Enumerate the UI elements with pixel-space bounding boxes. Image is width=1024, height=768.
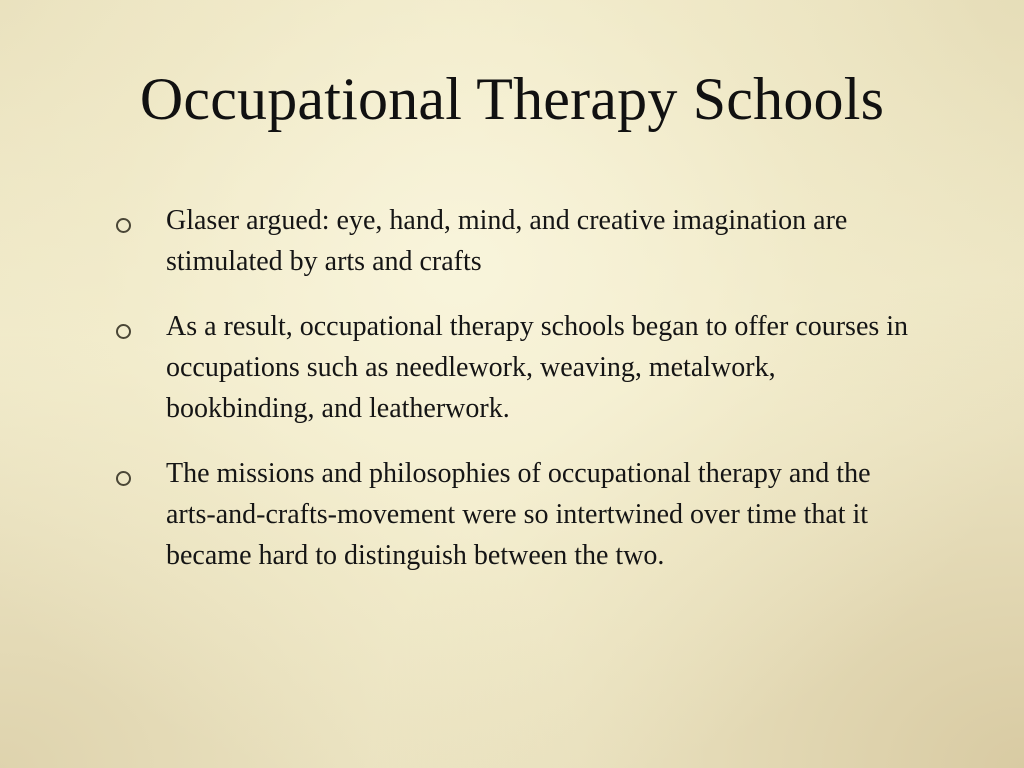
bullet-text: The missions and philosophies of occupational therapy and the arts-and-crafts-movement were so intertwined over time that it became hard to distinguish between the two. <box>166 458 871 571</box>
slide-title: Occupational Therapy Schools <box>139 66 885 132</box>
bullet-item <box>112 453 912 576</box>
circle-bullet-icon <box>116 324 131 339</box>
bullet-item <box>112 200 912 282</box>
bullet-text: Glaser argued: eye, hand, mind, and creative imagination are stimulated by arts and crafts <box>166 205 848 277</box>
bullet-text: As a result, occupational therapy schools began to offer courses in occupations such as needlework, weaving, metalwork, bookbinding, and leatherwork. <box>166 311 909 424</box>
circle-bullet-icon <box>116 471 131 486</box>
circle-bullet-icon <box>116 218 131 233</box>
bullet-item <box>112 306 912 429</box>
bullet-list <box>112 200 912 600</box>
